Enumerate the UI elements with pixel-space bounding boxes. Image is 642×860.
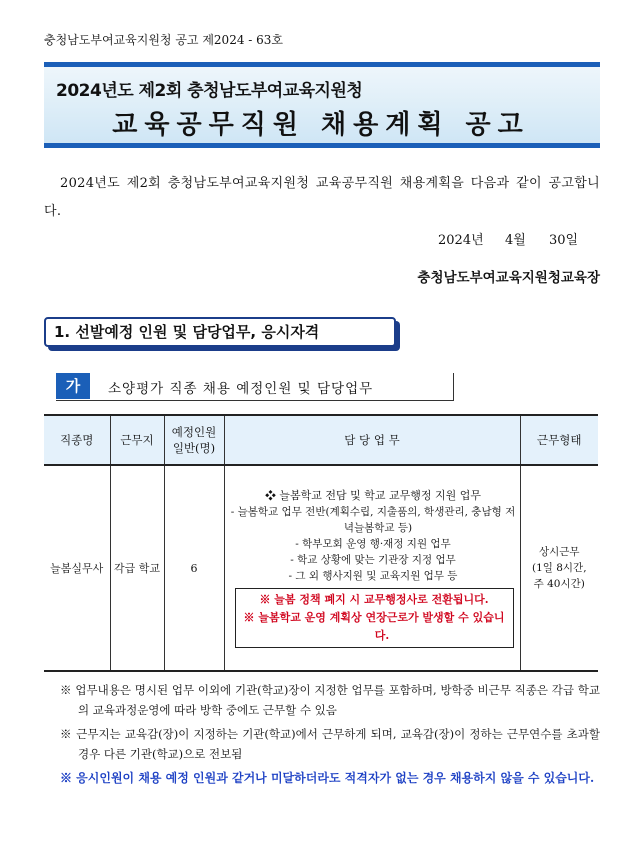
important-notice: ※ 응시인원이 채용 예정 인원과 같거나 미달하더라도 적격자가 없는 경우 채용하지 않을 수 있습니다.	[60, 771, 595, 785]
header-count-line1: 예정인원	[171, 425, 217, 439]
subsection-title: 소양평가 직종 채용 예정인원 및 담당업무	[108, 381, 374, 397]
work-type-line2: (1일 8시간,	[531, 562, 587, 574]
policy-notice: ※ 늘봄 정책 폐지 시 교무행정사로 전환됩니다.	[259, 593, 489, 606]
date-day: 30일	[549, 233, 579, 248]
cell-count: 6	[164, 465, 224, 671]
header-duties: 담 당 업 무	[224, 415, 520, 465]
duty-item: - 학교 상황에 맞는 기관장 지정 업무	[290, 554, 456, 566]
cell-location: 각급 학교	[110, 465, 164, 671]
table-row	[44, 465, 598, 671]
banner-subtitle: 2024년도 제2회 충청남도부여교육지원청	[56, 81, 363, 101]
table-header-row	[44, 415, 598, 465]
section-1-heading: 1. 선발예정 인원 및 담당업무, 응시자격	[44, 317, 396, 347]
work-type-line3: 주 40시간)	[533, 578, 585, 590]
issuer-name: 충청남도부여교육지원청교육장	[417, 270, 600, 286]
page-title: 교육공무직원 채용계획 공고	[112, 110, 530, 140]
cell-duties	[224, 465, 520, 671]
recruitment-table	[44, 414, 598, 672]
duty-heading: ❖ 늘봄학교 전담 및 학교 교무행정 지원 업무	[264, 489, 482, 502]
cell-work-type	[520, 465, 598, 671]
duty-item: - 늘봄학교 업무 전반(계획수립, 지출품의, 학생관리, 충남형 저녁늘봄학교 등)	[230, 506, 516, 534]
document-number: 충청남도부여교육지원청 공고 제2024 - 63호	[44, 33, 284, 47]
date-month: 4월	[505, 233, 526, 248]
footnote-workplace: ※ 근무지는 교육감(장)이 지정하는 기관(학교)에서 근무하게 되며, 교육감(장)이 정하는 근무연수를 초과할 경우 다른 기관(학교)으로 전보됨	[60, 727, 600, 761]
footnote-duties: ※ 업무내용은 명시된 업무 이외에 기관(학교)장이 지정한 업무를 포함하며, 방학중 비근무 직종은 각급 학교의 교육과정운영에 따라 방학 중에도 근무할 수 있음	[60, 683, 600, 717]
date-year: 2024년	[438, 233, 484, 248]
duty-item: - 그 외 행사지원 및 교육지원 업무 등	[288, 570, 458, 582]
cell-job: 늘봄실무사	[44, 465, 110, 671]
subsection-badge: 가	[56, 373, 90, 399]
header-count	[164, 415, 224, 465]
policy-notice: ※ 늘봄학교 운영 계획상 연장근로가 발생할 수 있습니다.	[243, 611, 505, 642]
header-work-type: 근무형태	[520, 415, 598, 465]
intro-paragraph: 2024년도 제2회 충청남도부여교육지원청 교육공무직원 채용계획을 다음과 같이 공고합니다.	[44, 176, 600, 219]
work-type-line1: 상시근무	[538, 546, 580, 558]
header-job: 직종명	[44, 415, 110, 465]
policy-notice-box	[235, 588, 514, 648]
header-location: 근무지	[110, 415, 164, 465]
duty-item: - 학부모회 운영 행·재정 지원 업무	[295, 538, 451, 550]
header-count-line2: 일반(명)	[172, 441, 216, 455]
